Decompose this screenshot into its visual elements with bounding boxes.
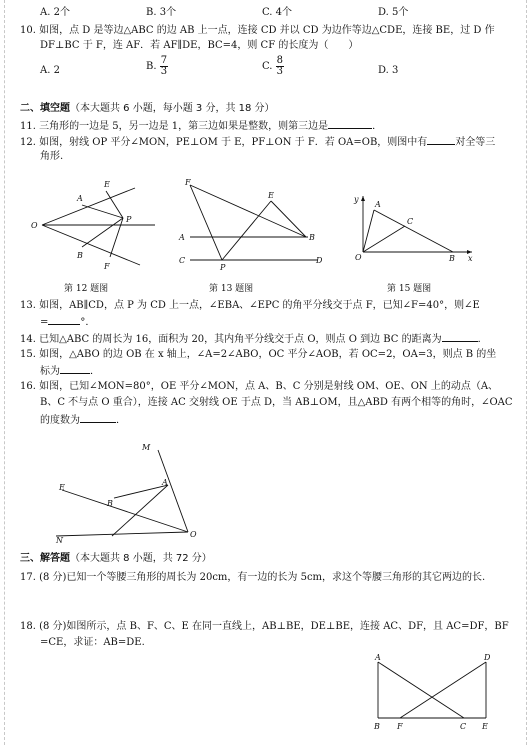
q16-line-1: 16. 如图，已知∠MON=80°，OE 平分∠MON，点 A、B、C 分别是射线 OM、OE、ON 上的动点（A、	[20, 381, 499, 392]
q18-line-2: =CE，求证：AB=DE.	[40, 637, 145, 648]
fig16-label-b: B	[107, 499, 113, 508]
q15-line-2: 标为 ．	[20, 363, 530, 380]
fig12-label-p: P	[126, 215, 132, 224]
q16-line-3: 的度数为 ．	[20, 412, 530, 429]
q12-line-1: 12. 如图，射线 OP 平分∠MON，PE⊥OM 于 E，PF⊥ON 于 F．若 OA=OB，则图中有 对全等三	[20, 134, 510, 151]
q9-option-d: D. 5个	[378, 7, 409, 18]
q15-line-1: 15. 如图，△ABO 的边 OB 在 x 轴上，∠A=2∠ABO，OC 平分∠AOB，若 OC=2，OA=3，则点 B 的坐	[20, 349, 497, 360]
fig16-label-m: M	[142, 443, 151, 452]
fig13-label-f: F	[185, 178, 191, 187]
fig13-label-b: B	[309, 233, 315, 242]
fig13-caption: 第 13 题图	[209, 284, 254, 294]
q14: 14. 已知△ABC 的周长为 16，面积为 20，其内角平分线交于点 O，则点 O 到边 BC 的距离为 ．	[20, 331, 510, 348]
fig12-label-e: E	[104, 180, 110, 189]
section-2-heading: 二、填空题（本大题共 6 小题，每小题 3 分，共 18 分）	[20, 103, 275, 114]
fig16-label-n: N	[56, 536, 63, 545]
fig12-label-b: B	[77, 251, 83, 260]
fig16-label-a: A	[162, 478, 168, 487]
fig15-label-y: y	[354, 195, 359, 204]
fig15-label-b: B	[449, 254, 455, 263]
fig15-caption: 第 15 题图	[387, 284, 432, 294]
fig13-label-c: C	[179, 256, 186, 265]
figure-15	[346, 190, 476, 270]
q17: 17. (8 分)已知一个等腰三角形的周长为 20cm，有一边的长为 5cm，求这个等腰三角形的其它两边的长.	[20, 572, 486, 583]
q9-option-c: C. 4个	[262, 7, 293, 18]
fig15-label-x: x	[468, 254, 473, 263]
figure-13	[178, 175, 328, 275]
fig18-label-d: D	[484, 653, 491, 662]
fig18-label-a: A	[375, 653, 381, 662]
section-3-heading: 三、解答题（本大题共 8 小题，共 72 分）	[20, 553, 212, 564]
fig18-label-c: C	[460, 722, 467, 731]
q18-line-1: 18. (8 分)如图所示，点 B、F、C、E 在同一直线上，AB⊥BE，DE⊥BE，连接 AC、DF，且 AC=DF，BF	[20, 621, 509, 632]
q13-line-1: 13. 如图，AB∥CD，点 P 为 CD 上一点，∠EBA、∠EPC 的角平分线交于点 F，已知∠F=40°，则∠E	[20, 300, 480, 311]
figure-18	[370, 652, 500, 737]
page-margin-line-left	[4, 0, 5, 745]
fig13-label-d: D	[316, 256, 323, 265]
fig15-label-a: A	[375, 200, 381, 209]
fig15-label-o: O	[355, 253, 362, 262]
fig16-label-o: O	[190, 530, 197, 539]
fig12-caption: 第 12 题图	[64, 284, 109, 294]
fig18-label-e: E	[482, 722, 488, 731]
q9-option-b: B. 3个	[146, 7, 177, 18]
q10-option-d: D. 3	[378, 65, 399, 76]
fig18-label-b: B	[374, 722, 380, 731]
q16-line-2: B、C 不与点 O 重合），连接 AC 交射线 OE 于点 D，当 AB⊥OM，且△ABD 有两个相等的角时，∠OAC	[40, 397, 513, 408]
fig12-label-f: F	[104, 262, 110, 271]
q11: 11. 三角形的一边是 5，另一边是 1，第三边如果是整数，则第三边是 ．	[20, 118, 510, 135]
q12-line-2: 角形.	[40, 151, 64, 162]
fig18-label-f: F	[397, 722, 403, 731]
q10-line-1: 10. 如图，点 D 是等边△ABC 的边 AB 上一点，连接 CD 并以 CD 为边作等边△CDE，连接 BE，过 D 作	[20, 25, 495, 36]
figure-16	[48, 440, 208, 545]
q9-option-a: A. 2个	[40, 7, 70, 18]
fig13-label-a: A	[179, 233, 185, 242]
q10-option-b: B. $\frac{7}{3}$	[146, 55, 168, 77]
fig12-label-a: A	[77, 194, 83, 203]
q10-line-2: DF⊥BC 于 F，连 AF．若 AF∥DE，BC=4，则 CF 的长度为（ ）	[40, 40, 359, 51]
fig15-label-c: C	[407, 217, 414, 226]
q13-line-2: = °．	[20, 314, 530, 331]
fig13-label-e: E	[268, 191, 274, 200]
figure-12	[30, 175, 165, 275]
fig12-label-o: O	[31, 221, 38, 230]
fig13-label-p: P	[220, 263, 226, 272]
q10-option-c: C. $\frac{8}{3}$	[262, 55, 284, 77]
q10-option-a: A. 2	[40, 65, 60, 76]
fig16-label-e: E	[59, 483, 65, 492]
